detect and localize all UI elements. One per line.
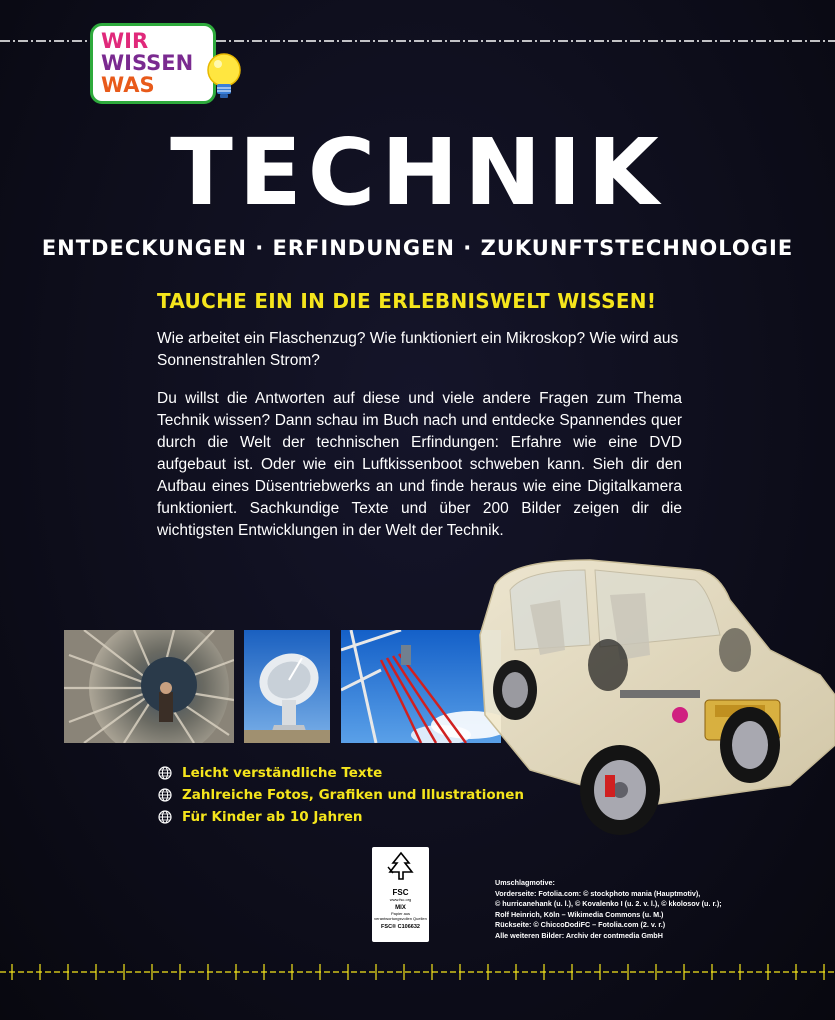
image-credits bbox=[495, 878, 775, 941]
logo-line-was: WAS bbox=[101, 73, 155, 97]
logo-line-wissen: WISSEN bbox=[101, 51, 194, 75]
feature-text: Zahlreiche Fotos, Grafiken und Illustrationen bbox=[182, 787, 524, 803]
globe-icon bbox=[158, 788, 172, 802]
feature-text: Leicht verständliche Texte bbox=[182, 765, 383, 781]
lightbulb-icon bbox=[200, 50, 248, 106]
wir-wissen-was-logo bbox=[90, 23, 216, 104]
fsc-mix: MIX bbox=[395, 905, 406, 911]
bottom-ruler-rule bbox=[0, 960, 835, 984]
feature-item bbox=[158, 784, 524, 806]
credit-line: Umschlagmotive: bbox=[495, 878, 555, 887]
feature-item bbox=[158, 806, 524, 828]
fsc-badge bbox=[372, 847, 429, 942]
body-paragraph: Du willst die Antworten auf diese und viele andere Fragen zum Thema Technik wissen? Dann schau im Buch nach und entdecke Spannendes quer durch die Welt der technischen Erfindungen: Erfahre wie eine DVD aufgebaut ist. Oder wie ein Luftkissenboot schweben kann. Sieh dir den Aufbau eines Düsentriebwerks an und finde heraus wie eine Digitalkamera funktioniert. Sachkundige Texte und über 200 Bilder zeigen dir die wichtigsten Entwicklungen in der Welt der Technik. bbox=[157, 390, 682, 539]
tagline: TAUCHE EIN IN DIE ERLEBNISWELT WISSEN! bbox=[157, 289, 657, 313]
book-subtitle: ENTDECKUNGEN · ERFINDUNGEN · ZUKUNFTSTECHNOLOGIE bbox=[41, 236, 794, 260]
fsc-url: www.fsc.org bbox=[389, 897, 412, 902]
credit-line: Vorderseite: Fotolia.com: © stockphoto mania (Hauptmotiv), bbox=[495, 888, 701, 898]
fsc-label: FSC bbox=[392, 888, 409, 897]
feature-text: Für Kinder ab 10 Jahren bbox=[182, 809, 363, 825]
intro-paragraph: Wie arbeitet ein Flaschenzug? Wie funktioniert ein Mikroskop? Wie wird aus Sonnenstrahlen Strom? bbox=[157, 330, 679, 369]
globe-icon bbox=[158, 766, 172, 780]
photo-radio-telescope bbox=[244, 630, 330, 743]
cutaway-car-illustration bbox=[470, 555, 835, 840]
credit-line: © hurricanehank (u. l.), © Kovalenko I (u. 2. v. l.), © kkolosov (u. r.); bbox=[495, 899, 722, 908]
credit-line: Rolf Heinrich, Köln – Wikimedia Commons (u. M.) bbox=[495, 909, 664, 919]
fsc-code: FSC® C106632 bbox=[381, 924, 420, 930]
feature-list bbox=[158, 762, 524, 828]
credit-line: Alle weiteren Bilder: Archiv der contmedia GmbH bbox=[495, 930, 663, 940]
logo-line-wir: WIR bbox=[101, 29, 149, 53]
globe-icon bbox=[158, 810, 172, 824]
photo-generator bbox=[64, 630, 234, 743]
fsc-text: Papier aus verantwortungsvollen Quellen bbox=[374, 911, 427, 921]
fsc-tree-icon bbox=[384, 851, 418, 881]
feature-item bbox=[158, 762, 524, 784]
book-title: TECHNIK bbox=[170, 119, 665, 226]
credit-line: Rückseite: © ChiccoDodiFC – Fotolia.com (2. v. r.) bbox=[495, 920, 666, 929]
